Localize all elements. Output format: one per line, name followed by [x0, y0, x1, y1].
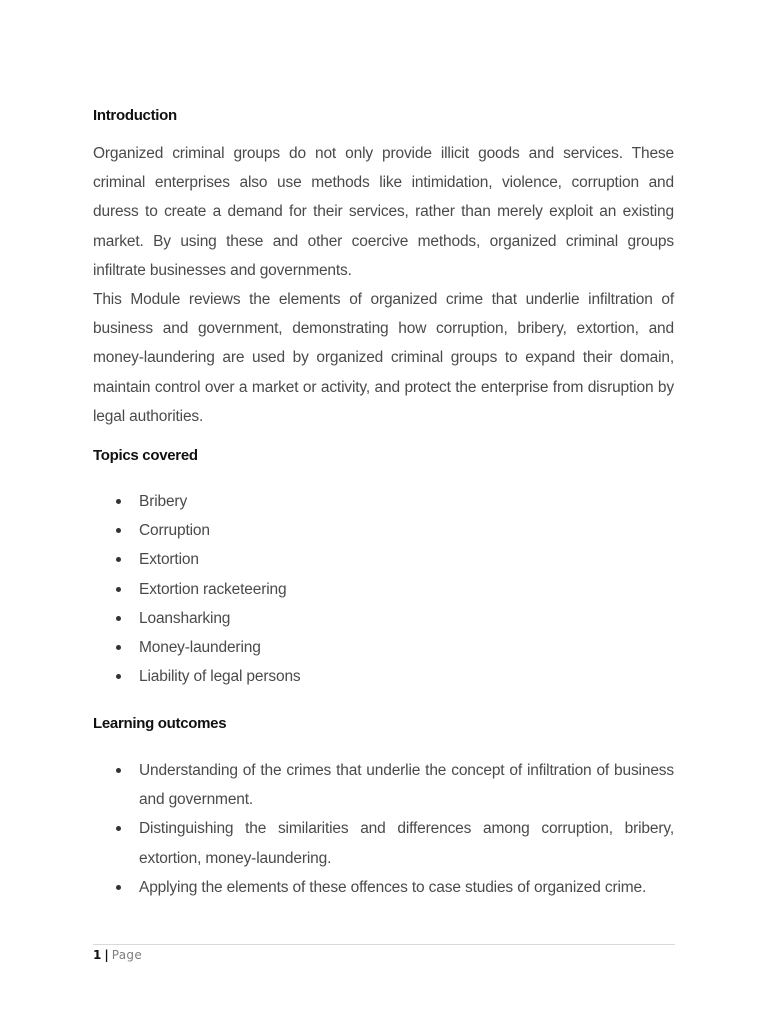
bullet-icon [116, 768, 121, 773]
introduction-paragraph-2: This Module reviews the elements of organized crime that underlie infiltration of business and government, demonstrating how corruption, bribery, extortion, and money-laundering are used by organized criminal groups to expand their domain, maintain control over a market or activity, and protect the enterprise from disruption by legal authorities. [93, 291, 674, 425]
outcomes-list [93, 756, 674, 902]
list-item: Applying the elements of these offences to case studies of organized crime. [93, 873, 674, 902]
introduction-paragraph-1: Organized criminal groups do not only provide illicit goods and services. These criminal enterprises also use methods like intimidation, violence, corruption and duress to create a demand for their services, rather than merely exploit an existing market. By using these and other coercive methods, organized criminal groups infiltrate businesses and governments. [93, 145, 674, 279]
list-item: Extortion [93, 545, 674, 574]
list-item: Extortion racketeering [93, 575, 674, 604]
list-item: Understanding of the crimes that underlie the concept of infiltration of business and government. [93, 756, 674, 814]
list-item: Loansharking [93, 604, 674, 633]
page-label: Page [111, 948, 143, 962]
bullet-icon [116, 885, 121, 890]
bullet-icon [116, 587, 121, 592]
introduction-heading: Introduction [93, 107, 177, 124]
bullet-icon [116, 557, 121, 562]
footer-divider [93, 944, 675, 945]
topics-list [93, 487, 674, 691]
bullet-icon [116, 645, 121, 650]
bullet-icon [116, 616, 121, 621]
bullet-icon [116, 499, 121, 504]
outcomes-heading: Learning outcomes [93, 715, 227, 732]
topics-heading: Topics covered [93, 447, 198, 464]
bullet-icon [116, 826, 121, 831]
page-number: 1 [93, 948, 102, 962]
footer-separator: | [104, 948, 109, 962]
bullet-icon [116, 674, 121, 679]
list-item: Bribery [93, 487, 674, 516]
list-item: Liability of legal persons [93, 662, 674, 691]
list-item: Corruption [93, 516, 674, 545]
list-item: Money-laundering [93, 633, 674, 662]
list-item: Distinguishing the similarities and differences among corruption, bribery, extortion, money-laundering. [93, 814, 674, 872]
bullet-icon [116, 528, 121, 533]
page-footer [93, 948, 142, 962]
